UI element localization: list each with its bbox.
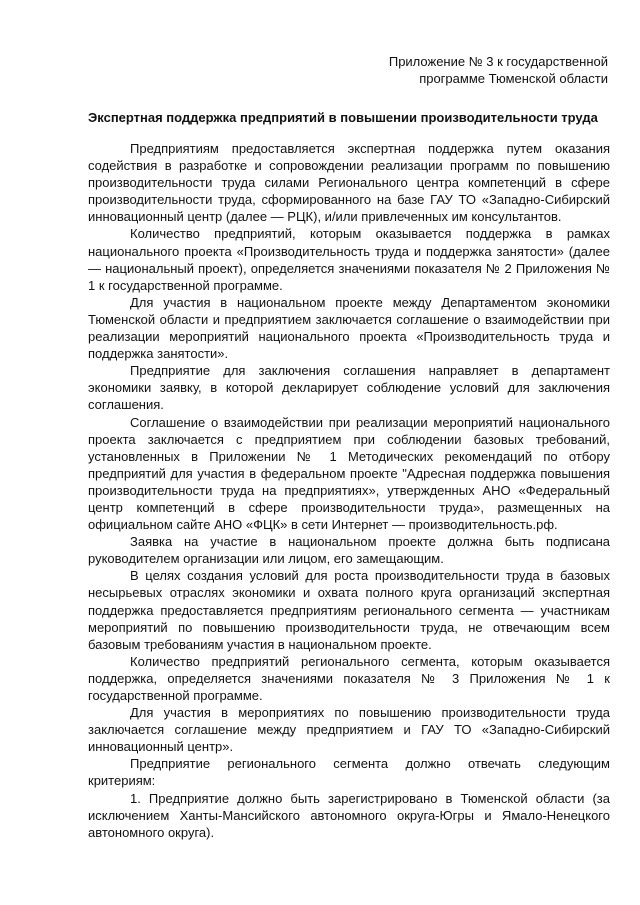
paragraph: Предприятие регионального сегмента должно отвечать следующим критериям: (88, 756, 610, 789)
paragraph: 1. Предприятие должно быть зарегистрировано в Тюменской области (за исключением Ханты-Мансийского автономного округа-Югры и Ямало-Ненецкого автономного округа). (88, 790, 610, 840)
paragraph: Количество предприятий, которым оказывается поддержка в рамках национального проекта «Производительность труда и поддержка занятости» (далее — национальный проект), определяется значениями показателя № 2 Приложения № 1 к государственной программе. (88, 226, 610, 293)
paragraph: Соглашение о взаимодействии при реализации мероприятий национального проекта заключается с предприятием при соблюдении базовых требований, установленных в Приложении № 1 Методических рекомендаций по отбору предприятий для участия в федеральном проекте "Адресная поддержка повышения производительности труда на предприятиях», утвержденных АНО «Федеральный центр компетенций в сфере производительности труда», размещенных на официальном сайте АНО «ФЦК» в сети Интернет — производительность.рф. (88, 414, 610, 533)
appendix-reference (389, 53, 608, 87)
paragraph: Предприятие для заключения соглашения направляет в департамент экономики заявку, в которой декларирует соблюдение условий для заключения соглашения. (88, 363, 610, 413)
paragraph: Для участия в мероприятиях по повышению производительности труда заключается соглашение между предприятием и ГАУ ТО «Западно-Сибирский инновационный центр». (88, 705, 610, 755)
appendix-line-2: программе Тюменской области (419, 71, 608, 86)
document-body (88, 140, 610, 841)
paragraph: В целях создания условий для роста производительности труда в базовых несырьевых отраслях экономики и охвата полного круга организаций экспертная поддержка предоставляется предприятиям регионального сегмента — участникам мероприятий по повышению производительности труда, не отвечающим всем базовым требованиям участия в национальном проекте. (88, 568, 610, 652)
paragraph: Предприятиям предоставляется экспертная поддержка путем оказания содействия в разработке и сопровождении реализации программ по повышению производительности труда силами Регионального центра компетенций в сфере производительности труда, сформированного на базе ГАУ ТО «Западно-Сибирский инновационный центр (далее — РЦК), и/или привлеченных им консультантов. (88, 141, 610, 225)
paragraph: Заявка на участие в национальном проекте должна быть подписана руководителем организации или лицом, его замещающим. (88, 534, 610, 567)
paragraph: Количество предприятий регионального сегмента, которым оказывается поддержка, определяется значениями показателя № 3 Приложения № 1 к государственной программе. (88, 653, 610, 703)
appendix-line-1: Приложение № 3 к государственной (388, 54, 608, 69)
document-title: Экспертная поддержка предприятий в повышении производительности труда (88, 110, 598, 125)
paragraph: Для участия в национальном проекте между Департаментом экономики Тюменской области и предприятием заключается соглашение о взаимодействии при реализации мероприятий национального проекта «Производительность труда и поддержка занятости». (88, 294, 610, 362)
